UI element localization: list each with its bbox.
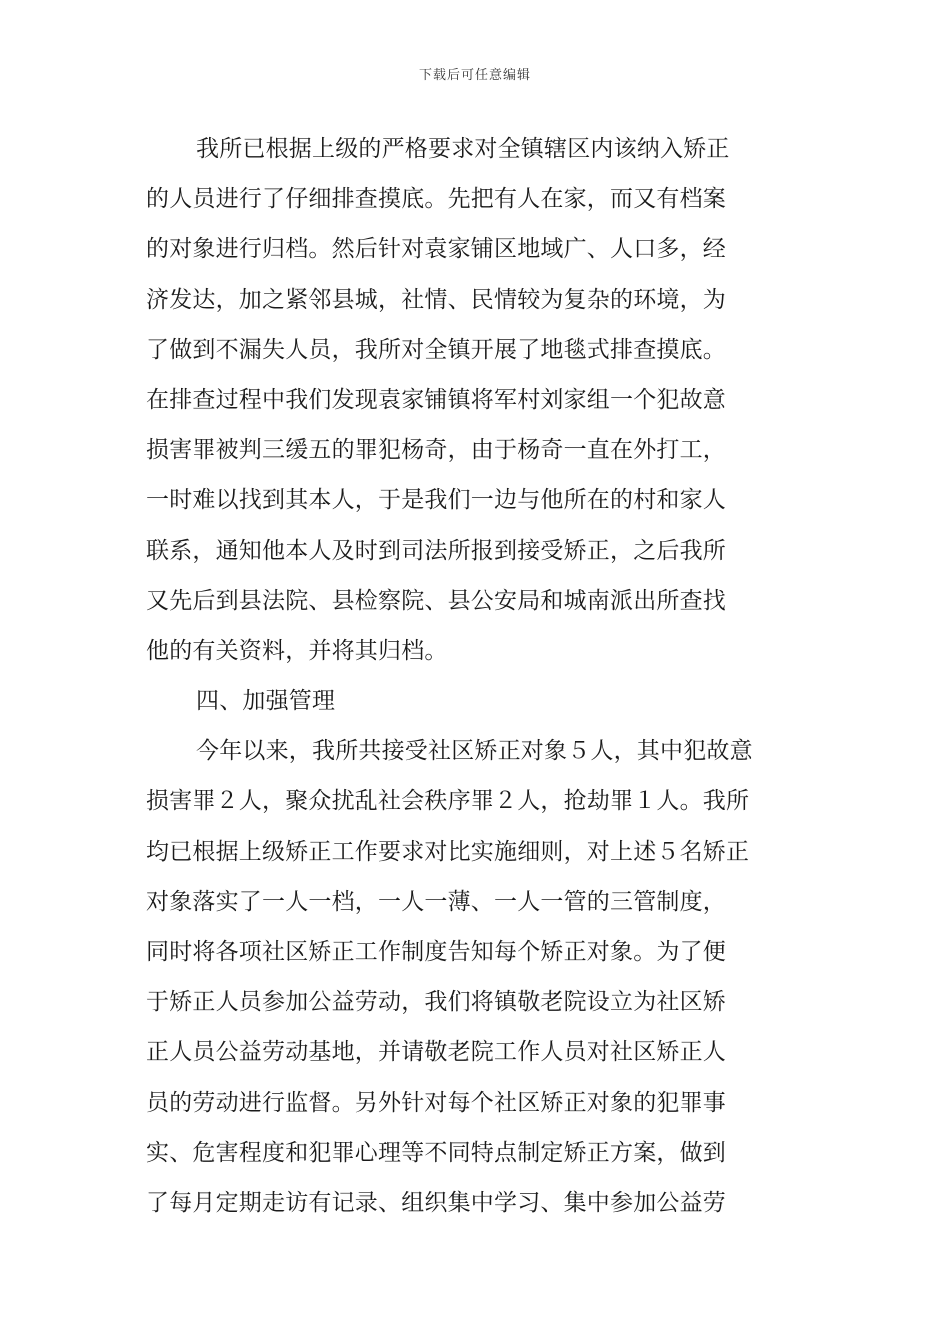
text-line: 了每月定期走访有记录、组织集中学习、集中参加公益劳: [146, 1189, 726, 1216]
text-line: 实、危害程度和犯罪心理等不同特点制定矫正方案，做到: [146, 1139, 726, 1166]
text-line: 一时难以找到其本人，于是我们一边与他所在的村和家人: [146, 487, 726, 514]
text-line: 损害罪２人，聚众扰乱社会秩序罪２人，抢劫罪１人。我所: [146, 788, 750, 815]
text-line: 的人员进行了仔细排查摸底。先把有人在家，而又有档案: [146, 186, 726, 213]
section-heading: 四、加强管理: [196, 688, 336, 715]
text-line: 损害罪被判三缓五的罪犯杨奇，由于杨奇一直在外打工，: [146, 437, 726, 464]
text-line: 济发达，加之紧邻县城，社情、民情较为复杂的环境，为: [146, 286, 726, 313]
text-line: 员的劳动进行监督。另外针对每个社区矫正对象的犯罪事: [146, 1089, 726, 1116]
document-body: [146, 124, 808, 1228]
text-line: 正人员公益劳动基地，并请敬老院工作人员对社区矫正人: [146, 1039, 726, 1066]
text-line: 联系，通知他本人及时到司法所报到接受矫正，之后我所: [146, 537, 726, 564]
text-line: 我所已根据上级的严格要求对全镇辖区内该纳入矫正: [196, 136, 730, 162]
page-header: 下载后可任意编辑: [418, 68, 531, 83]
text-line: 对象落实了一人一档，一人一薄、一人一管的三管制度，: [146, 888, 726, 915]
text-line: 均已根据上级矫正工作要求对比实施细则，对上述５名矫正: [146, 838, 750, 865]
text-line: 他的有关资料，并将其归档。: [146, 637, 448, 664]
text-line: 又先后到县法院、县检察院、县公安局和城南派出所查找: [146, 587, 726, 614]
text-line: 在排查过程中我们发现袁家铺镇将军村刘家组一个犯故意: [146, 386, 726, 413]
text-line: 今年以来，我所共接受社区矫正对象５人，其中犯故意: [196, 738, 753, 765]
text-line: 了做到不漏失人员，我所对全镇开展了地毯式排查摸底。: [146, 336, 726, 363]
text-line: 于矫正人员参加公益劳动，我们将镇敬老院设立为社区矫: [146, 989, 726, 1016]
text-line: 同时将各项社区矫正工作制度告知每个矫正对象。为了便: [146, 939, 726, 965]
text-line: 的对象进行归档。然后针对袁家铺区地域广、人口多，经: [146, 236, 726, 263]
